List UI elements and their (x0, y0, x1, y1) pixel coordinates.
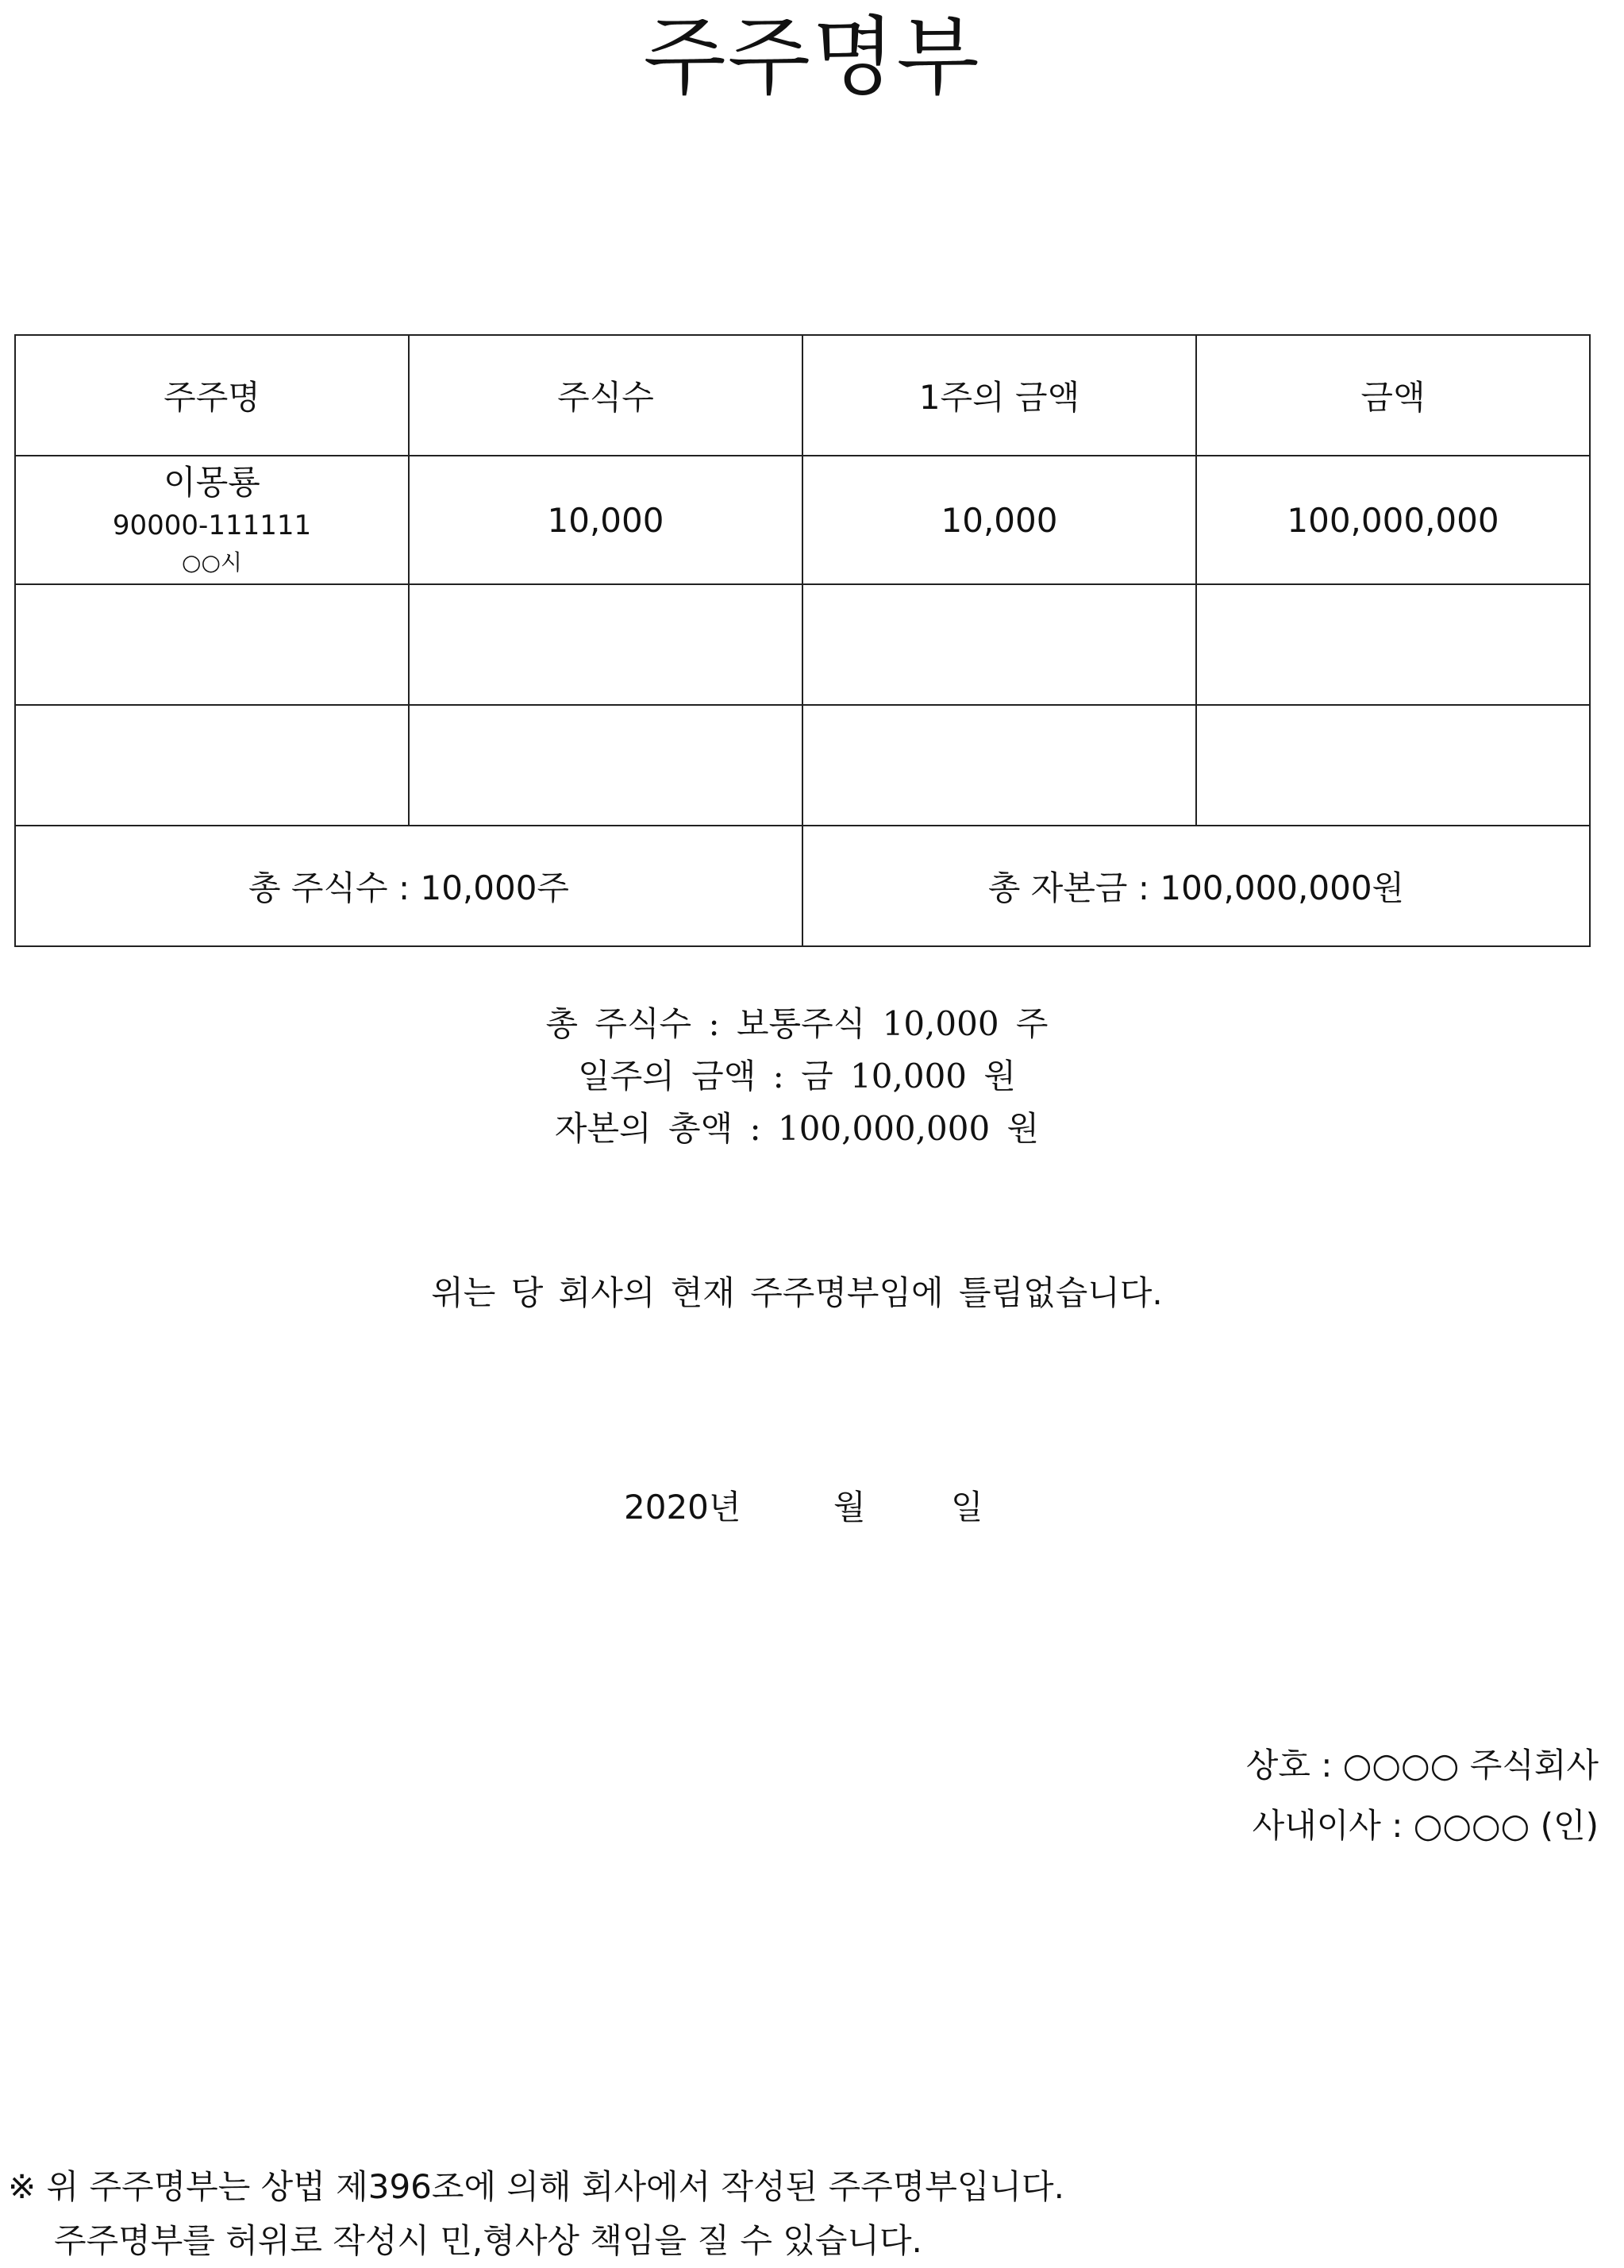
signature-block (1246, 1735, 1599, 1856)
empty-cell (802, 705, 1196, 826)
empty-cell (15, 584, 409, 705)
total-capital-cell: 총 자본금 : 100,000,000원 (802, 826, 1590, 946)
footnote (8, 2160, 1064, 2268)
date-day: 일 (951, 1488, 983, 1527)
footnote-line-1: ※ 위 주주명부는 상법 제396조에 의해 회사에서 작성된 주주명부입니다. (8, 2167, 1064, 2206)
share-count-cell: 10,000 (409, 456, 802, 584)
shareholder-name: 이몽룡 (164, 463, 260, 502)
total-shares-cell: 총 주식수 : 10,000주 (15, 826, 802, 946)
table-row (15, 456, 1590, 584)
shareholder-id-number: 90000-111111 (112, 510, 312, 541)
empty-cell (1196, 584, 1590, 705)
header-amount: 금액 (1196, 335, 1590, 456)
table-row-empty (15, 584, 1590, 705)
empty-cell (15, 705, 409, 826)
par-value-cell: 10,000 (802, 456, 1196, 584)
table-total-row (15, 826, 1590, 946)
header-shareholder-name: 주주명 (15, 335, 409, 456)
empty-cell (409, 584, 802, 705)
date-year: 2020년 (624, 1488, 741, 1527)
summary-total-shares: 총 주식수 : 보통주식 10,000 주 (545, 1004, 1049, 1043)
empty-cell (1196, 705, 1590, 826)
summary-par-value: 일주의 금액 : 금 10,000 원 (578, 1057, 1016, 1095)
empty-cell (409, 705, 802, 826)
certification-statement: 위는 당 회사의 현재 주주명부임에 틀림없습니다. (431, 1273, 1163, 1312)
director-name: 사내이사 : ○○○○ (인) (1252, 1806, 1599, 1845)
date-month: 월 (833, 1488, 866, 1527)
shareholder-cell (15, 456, 409, 584)
summary-block (0, 998, 1594, 1155)
header-par-value: 1주의 금액 (802, 335, 1196, 456)
shareholder-address: ○○시 (182, 549, 242, 576)
header-share-count: 주식수 (409, 335, 802, 456)
table-row-empty (15, 705, 1590, 826)
summary-capital-total: 자본의 총액 : 100,000,000 원 (554, 1109, 1040, 1148)
empty-cell (802, 584, 1196, 705)
footnote-line-2: 주주명부를 허위로 작성시 민,형사상 책임을 질 수 있습니다. (54, 2221, 922, 2260)
amount-cell: 100,000,000 (1196, 456, 1590, 584)
document-title: 주주명부 (643, 8, 981, 107)
shareholder-table (14, 334, 1591, 947)
company-name: 상호 : ○○○○ 주식회사 (1245, 1746, 1599, 1785)
table-header-row (15, 335, 1590, 456)
